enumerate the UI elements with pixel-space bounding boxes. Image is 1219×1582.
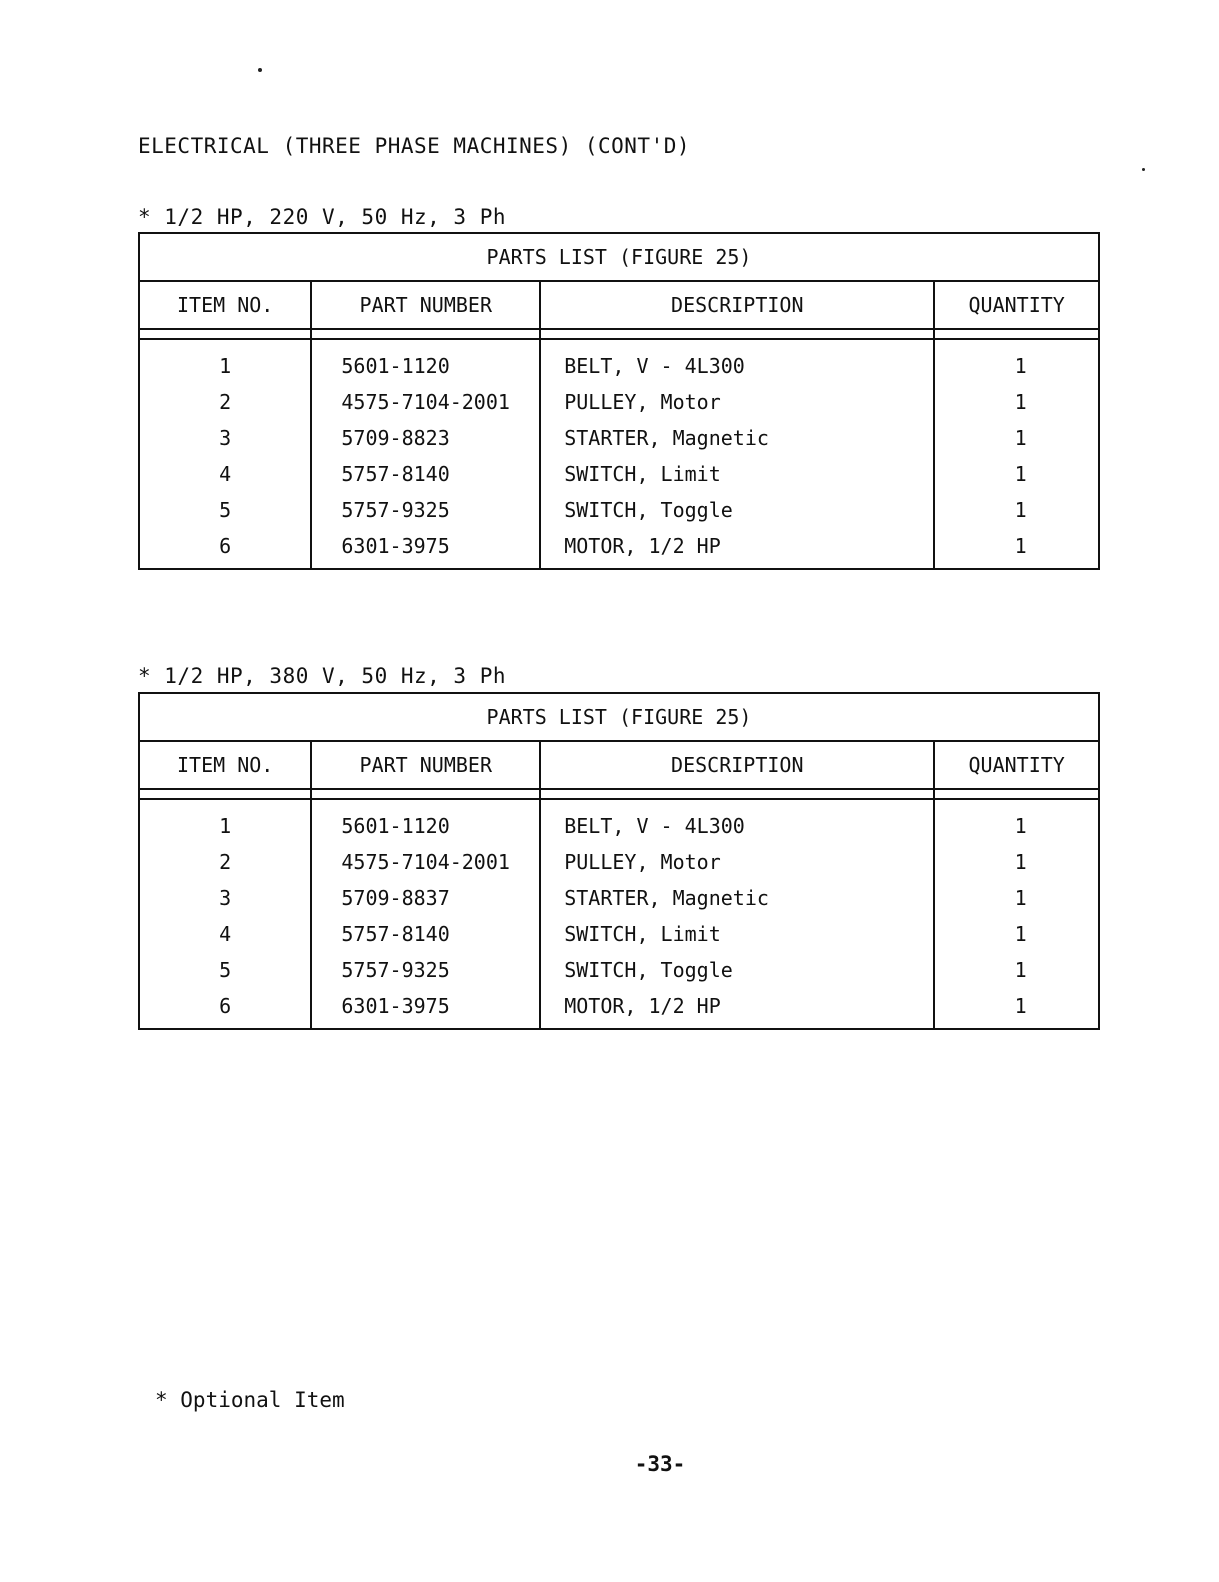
parts-table-220v [138,232,1100,570]
table-cell: 1 [1014,886,1027,910]
table-cell: 1 [1014,390,1027,414]
table-cell: 3 [219,426,232,450]
column-header-quantity: QUANTITY [934,281,1099,329]
table-cell: 1 [1014,814,1027,838]
page-number: -33- [634,1452,686,1476]
quantity-column [934,799,1099,1029]
table-cell: MOTOR, 1/2 HP [564,994,721,1018]
table-cell: 1 [1014,850,1027,874]
table-spec-380v: * 1/2 HP, 380 V, 50 Hz, 3 Ph [138,664,507,688]
table-cell: SWITCH, Limit [564,462,721,486]
table-cell: 5709-8823 [341,426,450,450]
column-header-quantity: QUANTITY [934,741,1099,789]
table-cell: 5601-1120 [341,354,450,378]
table-cell: 6 [219,534,232,558]
table-cell: 6301-3975 [341,994,450,1018]
item-no-column [139,799,311,1029]
table-cell: 1 [1014,426,1027,450]
table-cell: STARTER, Magnetic [564,426,769,450]
column-header-description: DESCRIPTION [540,741,934,789]
part-number-column [311,339,540,569]
table-cell: MOTOR, 1/2 HP [564,534,721,558]
description-column [540,799,934,1029]
table-cell: 2 [219,390,232,414]
column-header-part-number: PART NUMBER [311,741,540,789]
table-cell: SWITCH, Limit [564,922,721,946]
scan-speck [1142,168,1145,171]
table-cell: 5709-8837 [341,886,450,910]
table-cell: 4 [219,462,232,486]
table-cell: 2 [219,850,232,874]
table-cell: 1 [1014,534,1027,558]
table-cell: 1 [1014,958,1027,982]
section-title: ELECTRICAL (THREE PHASE MACHINES) (CONT'D) [138,134,691,158]
table-cell: SWITCH, Toggle [564,498,733,522]
table-cell: SWITCH, Toggle [564,958,733,982]
table-cell: 1 [1014,498,1027,522]
table-cell: 1 [219,814,232,838]
table-title: PARTS LIST (FIGURE 25) [139,233,1099,281]
description-column [540,339,934,569]
table-cell: 6 [219,994,232,1018]
table-cell: STARTER, Magnetic [564,886,769,910]
scan-speck [258,68,262,72]
table-cell: 6301-3975 [341,534,450,558]
table-cell: 5601-1120 [341,814,450,838]
column-header-part-number: PART NUMBER [311,281,540,329]
table-cell: 4575-7104-2001 [341,390,510,414]
table-cell: 1 [1014,994,1027,1018]
part-number-column [311,799,540,1029]
table-cell: 1 [1014,922,1027,946]
table-cell: 5 [219,498,232,522]
column-header-description: DESCRIPTION [540,281,934,329]
footnote-optional-item: * Optional Item [155,1388,345,1412]
table-cell: PULLEY, Motor [564,390,721,414]
table-cell: 3 [219,886,232,910]
quantity-column [934,339,1099,569]
table-cell: PULLEY, Motor [564,850,721,874]
table-cell: BELT, V - 4L300 [564,814,745,838]
table-cell: 5757-8140 [341,922,450,946]
table-cell: 1 [219,354,232,378]
column-header-item-no: ITEM NO. [139,741,311,789]
table-cell: 4 [219,922,232,946]
item-no-column [139,339,311,569]
table-cell: 5757-9325 [341,958,450,982]
table-spec-220v: * 1/2 HP, 220 V, 50 Hz, 3 Ph [138,205,507,229]
table-cell: 1 [1014,462,1027,486]
table-cell: 5 [219,958,232,982]
table-cell: 4575-7104-2001 [341,850,510,874]
table-title: PARTS LIST (FIGURE 25) [139,693,1099,741]
table-cell: BELT, V - 4L300 [564,354,745,378]
table-cell: 5757-8140 [341,462,450,486]
column-header-item-no: ITEM NO. [139,281,311,329]
table-cell: 1 [1014,354,1027,378]
parts-table-380v [138,692,1100,1030]
table-cell: 5757-9325 [341,498,450,522]
